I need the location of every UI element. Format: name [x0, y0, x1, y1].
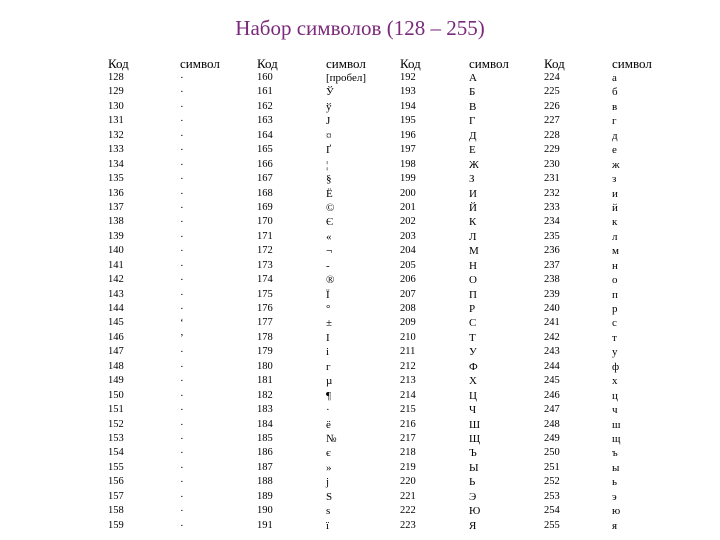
code-cell: 171 [257, 230, 273, 242]
code-cell: 250 [544, 447, 560, 459]
code-cell: 225 [544, 86, 560, 98]
code-cell: 150 [108, 389, 124, 401]
code-cell: 191 [257, 519, 273, 531]
symbol-cell: · [180, 187, 184, 200]
symbol-cell: § [326, 173, 332, 186]
symbol-cell: А [469, 72, 477, 84]
symbol-cell: · [180, 461, 184, 474]
symbol-cell: · [180, 72, 184, 84]
code-cell: 145 [108, 317, 124, 329]
symbol-cell: ¬ [326, 245, 333, 258]
symbol-cell: П [469, 288, 477, 301]
symbol-header: символ [326, 56, 366, 71]
code-cell: 219 [400, 461, 416, 473]
symbol-cell: К [469, 216, 477, 229]
symbol-cell: Ў [326, 86, 334, 99]
code-cell: 172 [257, 245, 273, 257]
symbol-cell: Ц [469, 389, 477, 402]
symbol-cell: я [612, 519, 618, 532]
code-cell: 165 [257, 144, 273, 156]
code-cell: 167 [257, 173, 273, 185]
code-cell: 251 [544, 461, 560, 473]
code-cell: 186 [257, 447, 273, 459]
code-cell: 177 [257, 317, 273, 329]
symbol-cell: ь [612, 476, 618, 489]
symbol-cell: © [326, 201, 335, 214]
symbol-cell: д [612, 129, 618, 142]
symbol-cell: · [180, 129, 184, 142]
symbol-cell: · [326, 404, 330, 417]
symbol-cell: - [326, 259, 330, 272]
code-cell: 242 [544, 331, 560, 343]
symbol-cell: п [612, 288, 618, 301]
symbol-cell: Ю [469, 505, 481, 518]
code-cell: 198 [400, 158, 416, 170]
code-cell: 160 [257, 72, 273, 83]
symbol-cell: ф [612, 360, 620, 373]
code-cell: 255 [544, 519, 560, 531]
symbol-cell: в [612, 100, 618, 113]
code-cell: 168 [257, 187, 273, 199]
code-cell: 184 [257, 418, 273, 430]
symbol-cell: · [180, 375, 184, 388]
symbol-cell: · [180, 144, 184, 157]
symbol-cell: Ш [469, 418, 481, 431]
symbol-cell: С [469, 317, 477, 330]
symbol-cell: б [612, 86, 618, 99]
code-cell: 178 [257, 331, 273, 343]
symbol-cell: Ґ [326, 144, 331, 157]
code-cell: 187 [257, 461, 273, 473]
code-cell: 146 [108, 331, 124, 343]
symbol-cell: ® [326, 274, 335, 287]
symbol-cell: [пробел] [326, 72, 367, 84]
symbol-cell: Т [469, 331, 476, 344]
code-cell: 176 [257, 303, 273, 314]
code-cell: 214 [400, 389, 416, 401]
code-cell: 247 [544, 404, 560, 416]
code-cell: 209 [400, 317, 416, 329]
code-cell: 183 [257, 404, 273, 416]
code-cell: 201 [400, 201, 416, 213]
code-cell: 234 [544, 216, 560, 228]
symbol-cell: ё [326, 418, 331, 431]
code-cell: 154 [108, 447, 124, 459]
code-cell: 230 [544, 158, 560, 170]
symbol-cell: ў [326, 100, 332, 113]
code-cell: 243 [544, 346, 560, 358]
code-cell: 205 [400, 259, 416, 271]
code-cell: 192 [400, 72, 416, 83]
symbol-cell: ш [612, 418, 621, 431]
symbol-cell: · [180, 303, 184, 315]
symbol-cell: ‘ [180, 317, 184, 330]
code-cell: 248 [544, 418, 560, 430]
code-cell: 140 [108, 245, 124, 257]
symbol-cell: · [180, 519, 184, 532]
symbol-cell: · [180, 404, 184, 417]
code-cell: 190 [257, 505, 273, 517]
symbol-cell: Р [469, 303, 476, 315]
symbol-cell: є [326, 447, 331, 460]
code-cell: 134 [108, 158, 124, 170]
code-cell: 199 [400, 173, 416, 185]
code-cell: 181 [257, 375, 273, 387]
code-cell: 179 [257, 346, 273, 358]
symbol-cell: · [180, 288, 184, 301]
symbol-cell: ’ [180, 331, 184, 344]
code-cell: 149 [108, 375, 124, 387]
symbol-cell: · [180, 505, 184, 518]
symbol-cell: Н [469, 259, 477, 272]
code-cell: 252 [544, 476, 560, 488]
symbol-cell: i [326, 346, 330, 359]
code-cell: 151 [108, 404, 124, 416]
symbol-cell: · [180, 230, 184, 243]
code-cell: 233 [544, 201, 560, 213]
code-cell: 229 [544, 144, 560, 156]
symbol-cell: л [612, 230, 618, 243]
symbol-cell: й [612, 201, 618, 214]
code-cell: 157 [108, 490, 124, 502]
code-cell: 162 [257, 100, 273, 112]
symbol-cell: · [180, 389, 184, 402]
code-cell: 170 [257, 216, 273, 228]
symbol-column-4 [612, 56, 652, 533]
symbol-cell: ы [612, 461, 620, 474]
code-cell: 129 [108, 86, 124, 98]
symbol-header: символ [612, 56, 652, 71]
symbol-column-3 [469, 56, 509, 533]
code-cell: 188 [257, 476, 273, 488]
symbol-cell: Щ [469, 432, 481, 445]
symbol-cell: х [612, 375, 618, 388]
code-cell: 211 [400, 346, 416, 358]
code-cell: 163 [257, 115, 273, 127]
symbol-cell: Л [469, 230, 477, 243]
code-column-3 [400, 56, 421, 533]
code-cell: 200 [400, 187, 416, 199]
page-title: Набор символов (128 – 255) [235, 16, 485, 40]
code-cell: 139 [108, 230, 124, 242]
symbol-cell: · [180, 201, 184, 214]
code-cell: 138 [108, 216, 124, 228]
code-cell: 141 [108, 259, 124, 271]
symbol-cell: В [469, 100, 477, 113]
code-cell: 222 [400, 505, 416, 517]
symbol-cell: · [180, 432, 184, 445]
code-cell: 193 [400, 86, 416, 98]
code-cell: 132 [108, 129, 124, 141]
symbol-cell: · [180, 216, 184, 229]
symbol-cell: р [612, 303, 618, 315]
symbol-cell: Э [469, 490, 477, 503]
code-cell: 217 [400, 432, 416, 444]
code-cell: 213 [400, 375, 416, 387]
symbol-cell: µ [326, 375, 333, 388]
code-cell: 195 [400, 115, 416, 127]
code-cell: 196 [400, 129, 416, 141]
symbol-cell: и [612, 187, 618, 200]
symbol-cell: » [326, 461, 332, 474]
symbol-cell: Д [469, 129, 477, 142]
code-cell: 175 [257, 288, 273, 300]
code-cell: 240 [544, 303, 560, 314]
symbol-cell: · [180, 447, 184, 460]
symbol-cell: ¤ [326, 129, 332, 142]
symbol-cell: Г [469, 115, 476, 128]
code-cell: 147 [108, 346, 124, 358]
code-cell: 130 [108, 100, 124, 112]
symbol-cell: J [326, 115, 331, 128]
symbol-cell: ъ [612, 447, 618, 460]
symbol-cell: а [612, 72, 617, 84]
symbol-cell: о [612, 274, 618, 287]
code-cell: 202 [400, 216, 416, 228]
code-cell: 227 [544, 115, 560, 127]
code-cell: 239 [544, 288, 560, 300]
code-cell: 131 [108, 115, 124, 127]
symbol-cell: е [612, 144, 617, 157]
code-cell: 218 [400, 447, 416, 459]
symbol-cell: у [612, 346, 618, 359]
code-cell: 161 [257, 86, 273, 98]
symbol-cell: Б [469, 86, 476, 99]
symbol-column-2 [326, 56, 366, 533]
code-cell: 224 [544, 72, 560, 83]
symbol-cell: Е [469, 144, 476, 157]
code-column-1 [108, 56, 129, 533]
symbol-cell: н [612, 259, 618, 272]
code-cell: 152 [108, 418, 124, 430]
code-cell: 244 [544, 360, 560, 372]
symbol-cell: И [469, 187, 477, 200]
code-cell: 220 [400, 476, 416, 488]
symbol-cell: Й [469, 201, 477, 214]
code-cell: 228 [544, 129, 560, 141]
symbol-cell: т [612, 331, 617, 344]
symbol-cell: Х [469, 375, 477, 388]
symbol-cell: ж [612, 158, 620, 171]
symbol-cell: м [612, 245, 619, 258]
code-cell: 246 [544, 389, 560, 401]
code-cell: 245 [544, 375, 560, 387]
symbol-cell: · [180, 360, 184, 373]
code-header: Код [108, 56, 129, 71]
symbol-cell: s [326, 505, 331, 518]
code-cell: 137 [108, 201, 124, 213]
code-cell: 174 [257, 274, 273, 286]
symbol-cell: ю [612, 505, 621, 518]
symbol-cell: « [326, 230, 332, 243]
symbol-cell: з [612, 173, 617, 186]
symbol-cell: · [180, 173, 184, 186]
code-header: Код [400, 56, 421, 71]
code-cell: 142 [108, 274, 124, 286]
code-cell: 235 [544, 230, 560, 242]
code-cell: 185 [257, 432, 273, 444]
symbol-header: символ [180, 56, 220, 71]
code-cell: 231 [544, 173, 560, 185]
symbol-cell: Ь [469, 476, 476, 489]
symbol-cell: к [612, 216, 618, 229]
symbol-cell: Ъ [469, 447, 477, 460]
code-header: Код [257, 56, 278, 71]
code-cell: 164 [257, 129, 273, 141]
code-cell: 238 [544, 274, 560, 286]
symbol-cell: ч [612, 404, 618, 417]
code-cell: 133 [108, 144, 124, 156]
symbol-cell: г [326, 360, 331, 373]
code-cell: 148 [108, 360, 124, 372]
symbol-cell: Є [326, 216, 334, 229]
code-header: Код [544, 56, 565, 71]
symbol-cell: · [180, 274, 184, 287]
code-cell: 203 [400, 230, 416, 242]
code-cell: 207 [400, 288, 416, 300]
code-cell: 194 [400, 100, 416, 112]
code-cell: 189 [257, 490, 273, 502]
code-cell: 153 [108, 432, 124, 444]
symbol-cell: · [180, 259, 184, 272]
symbol-cell: Ф [469, 360, 478, 373]
code-cell: 232 [544, 187, 560, 199]
code-cell: 223 [400, 519, 416, 531]
code-cell: 226 [544, 100, 560, 112]
code-cell: 208 [400, 303, 416, 314]
code-cell: 216 [400, 418, 416, 430]
code-cell: 156 [108, 476, 124, 488]
code-cell: 144 [108, 303, 124, 314]
symbol-cell: Ч [469, 404, 477, 417]
code-cell: 180 [257, 360, 273, 372]
symbol-cell: · [180, 245, 184, 258]
code-cell: 182 [257, 389, 273, 401]
code-cell: 159 [108, 519, 124, 531]
code-cell: 135 [108, 173, 124, 185]
symbol-cell: э [612, 490, 617, 503]
symbol-cell: № [326, 432, 337, 445]
symbol-cell: Ї [326, 288, 330, 301]
symbol-cell: · [180, 346, 184, 359]
symbol-cell: ¶ [326, 389, 331, 402]
code-cell: 158 [108, 505, 124, 517]
symbol-cell: j [326, 476, 330, 489]
symbol-header: символ [469, 56, 509, 71]
symbol-cell: г [612, 115, 617, 128]
symbol-cell: М [469, 245, 479, 258]
symbol-cell: I [326, 331, 330, 344]
code-cell: 241 [544, 317, 560, 329]
symbol-cell: · [180, 476, 184, 489]
code-cell: 173 [257, 259, 273, 271]
code-cell: 253 [544, 490, 560, 502]
code-cell: 197 [400, 144, 416, 156]
code-cell: 212 [400, 360, 416, 372]
symbol-cell: У [469, 346, 477, 359]
symbol-cell: · [180, 86, 184, 99]
symbol-cell: Ы [469, 461, 479, 474]
code-cell: 169 [257, 201, 273, 213]
code-cell: 210 [400, 331, 416, 343]
symbol-cell: · [180, 490, 184, 503]
code-cell: 237 [544, 259, 560, 271]
code-cell: 254 [544, 505, 560, 517]
symbol-cell: · [180, 100, 184, 113]
symbol-cell: ц [612, 389, 618, 402]
code-cell: 204 [400, 245, 416, 257]
symbol-cell: О [469, 274, 477, 287]
symbol-cell: · [180, 115, 184, 128]
code-cell: 206 [400, 274, 416, 286]
code-column-2 [257, 56, 278, 533]
symbol-cell: · [180, 158, 184, 171]
code-cell: 128 [108, 72, 124, 83]
symbol-cell: Ж [469, 158, 479, 171]
symbol-cell: · [180, 418, 184, 431]
symbol-cell: Ё [326, 187, 333, 200]
code-cell: 249 [544, 432, 560, 444]
symbol-column-1 [180, 56, 220, 533]
symbol-cell: с [612, 317, 617, 330]
symbol-cell: Я [469, 519, 477, 532]
symbol-cell: щ [612, 432, 621, 445]
code-cell: 236 [544, 245, 560, 257]
symbol-cell: ° [326, 303, 331, 315]
symbol-cell: ї [326, 519, 330, 532]
symbol-cell: ± [326, 317, 333, 330]
code-column-4 [544, 56, 565, 533]
symbol-cell: З [469, 173, 475, 186]
code-cell: 155 [108, 461, 124, 473]
code-cell: 143 [108, 288, 124, 300]
code-cell: 221 [400, 490, 416, 502]
code-cell: 215 [400, 404, 416, 416]
symbol-cell: S [326, 490, 333, 503]
symbol-cell: ¦ [326, 158, 329, 171]
code-cell: 136 [108, 187, 124, 199]
code-cell: 166 [257, 158, 273, 170]
